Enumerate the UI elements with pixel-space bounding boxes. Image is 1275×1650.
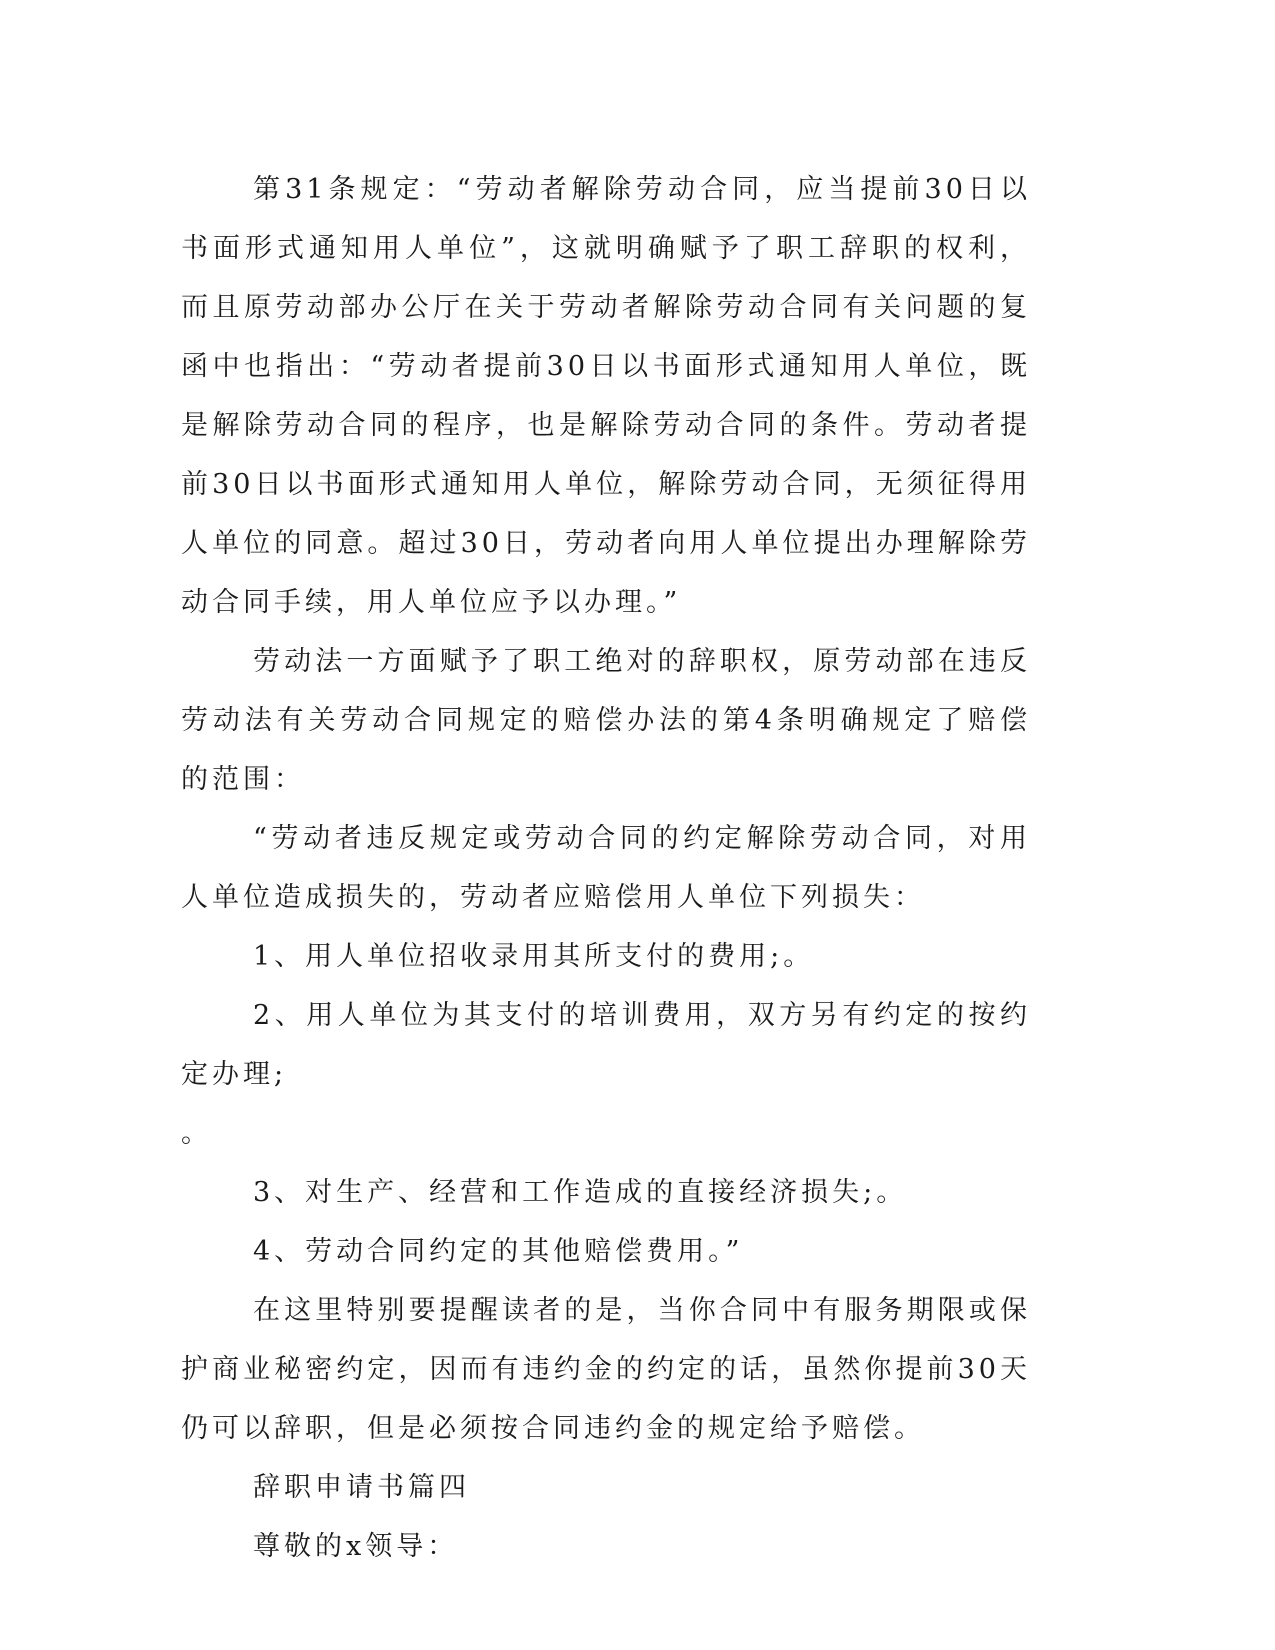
paragraph-article-31: 第31条规定：“劳动者解除劳动合同，应当提前30日以书面形式通知用人单位”，这就明确赋予了职工辞职的权利，而且原劳动部办公厅在关于劳动者解除劳动合同有关问题的复函中也指出：“劳动者提前30日以书面形式通知用人单位，既是解除劳动合同的程序，也是解除劳动合同的条件。劳动者提前30日以书面形式通知用人单位，解除劳动合同，无须征得用人单位的同意。超过30日，劳动者向用人单位提出办理解除劳动合同手续，用人单位应予以办理。” <box>181 174 1031 618</box>
paragraph-compensation-intro: “劳动者违反规定或劳动合同的约定解除劳动合同，对用人单位造成损失的，劳动者应赔偿用人单位下列损失： <box>181 823 1031 913</box>
section-heading: 辞职申请书篇四 <box>253 1472 470 1503</box>
paragraph-labor-law-resignation-right: 劳动法一方面赋予了职工绝对的辞职权，原劳动部在违反劳动法有关劳动合同规定的赔偿办法的第4条明确规定了赔偿的范围： <box>181 646 1031 795</box>
paragraph-reader-reminder: 在这里特别要提醒读者的是，当你合同中有服务期限或保护商业秘密约定，因而有违约金的约定的话，虽然你提前30天仍可以辞职，但是必须按合同违约金的规定给予赔偿。 <box>181 1295 1031 1444</box>
list-item-4: 4、劳动合同约定的其他赔偿费用。” <box>253 1236 744 1267</box>
document-body <box>181 160 1031 1576</box>
salutation: 尊敬的x领导： <box>253 1531 459 1562</box>
list-item-2-continuation: 。 <box>181 1118 212 1149</box>
list-item-1: 1、用人单位招收录用其所支付的费用;。 <box>253 941 815 972</box>
list-item-2: 2、用人单位为其支付的培训费用，双方另有约定的按约定办理; <box>181 1000 1031 1090</box>
list-item-3: 3、对生产、经营和工作造成的直接经济损失;。 <box>253 1177 908 1208</box>
